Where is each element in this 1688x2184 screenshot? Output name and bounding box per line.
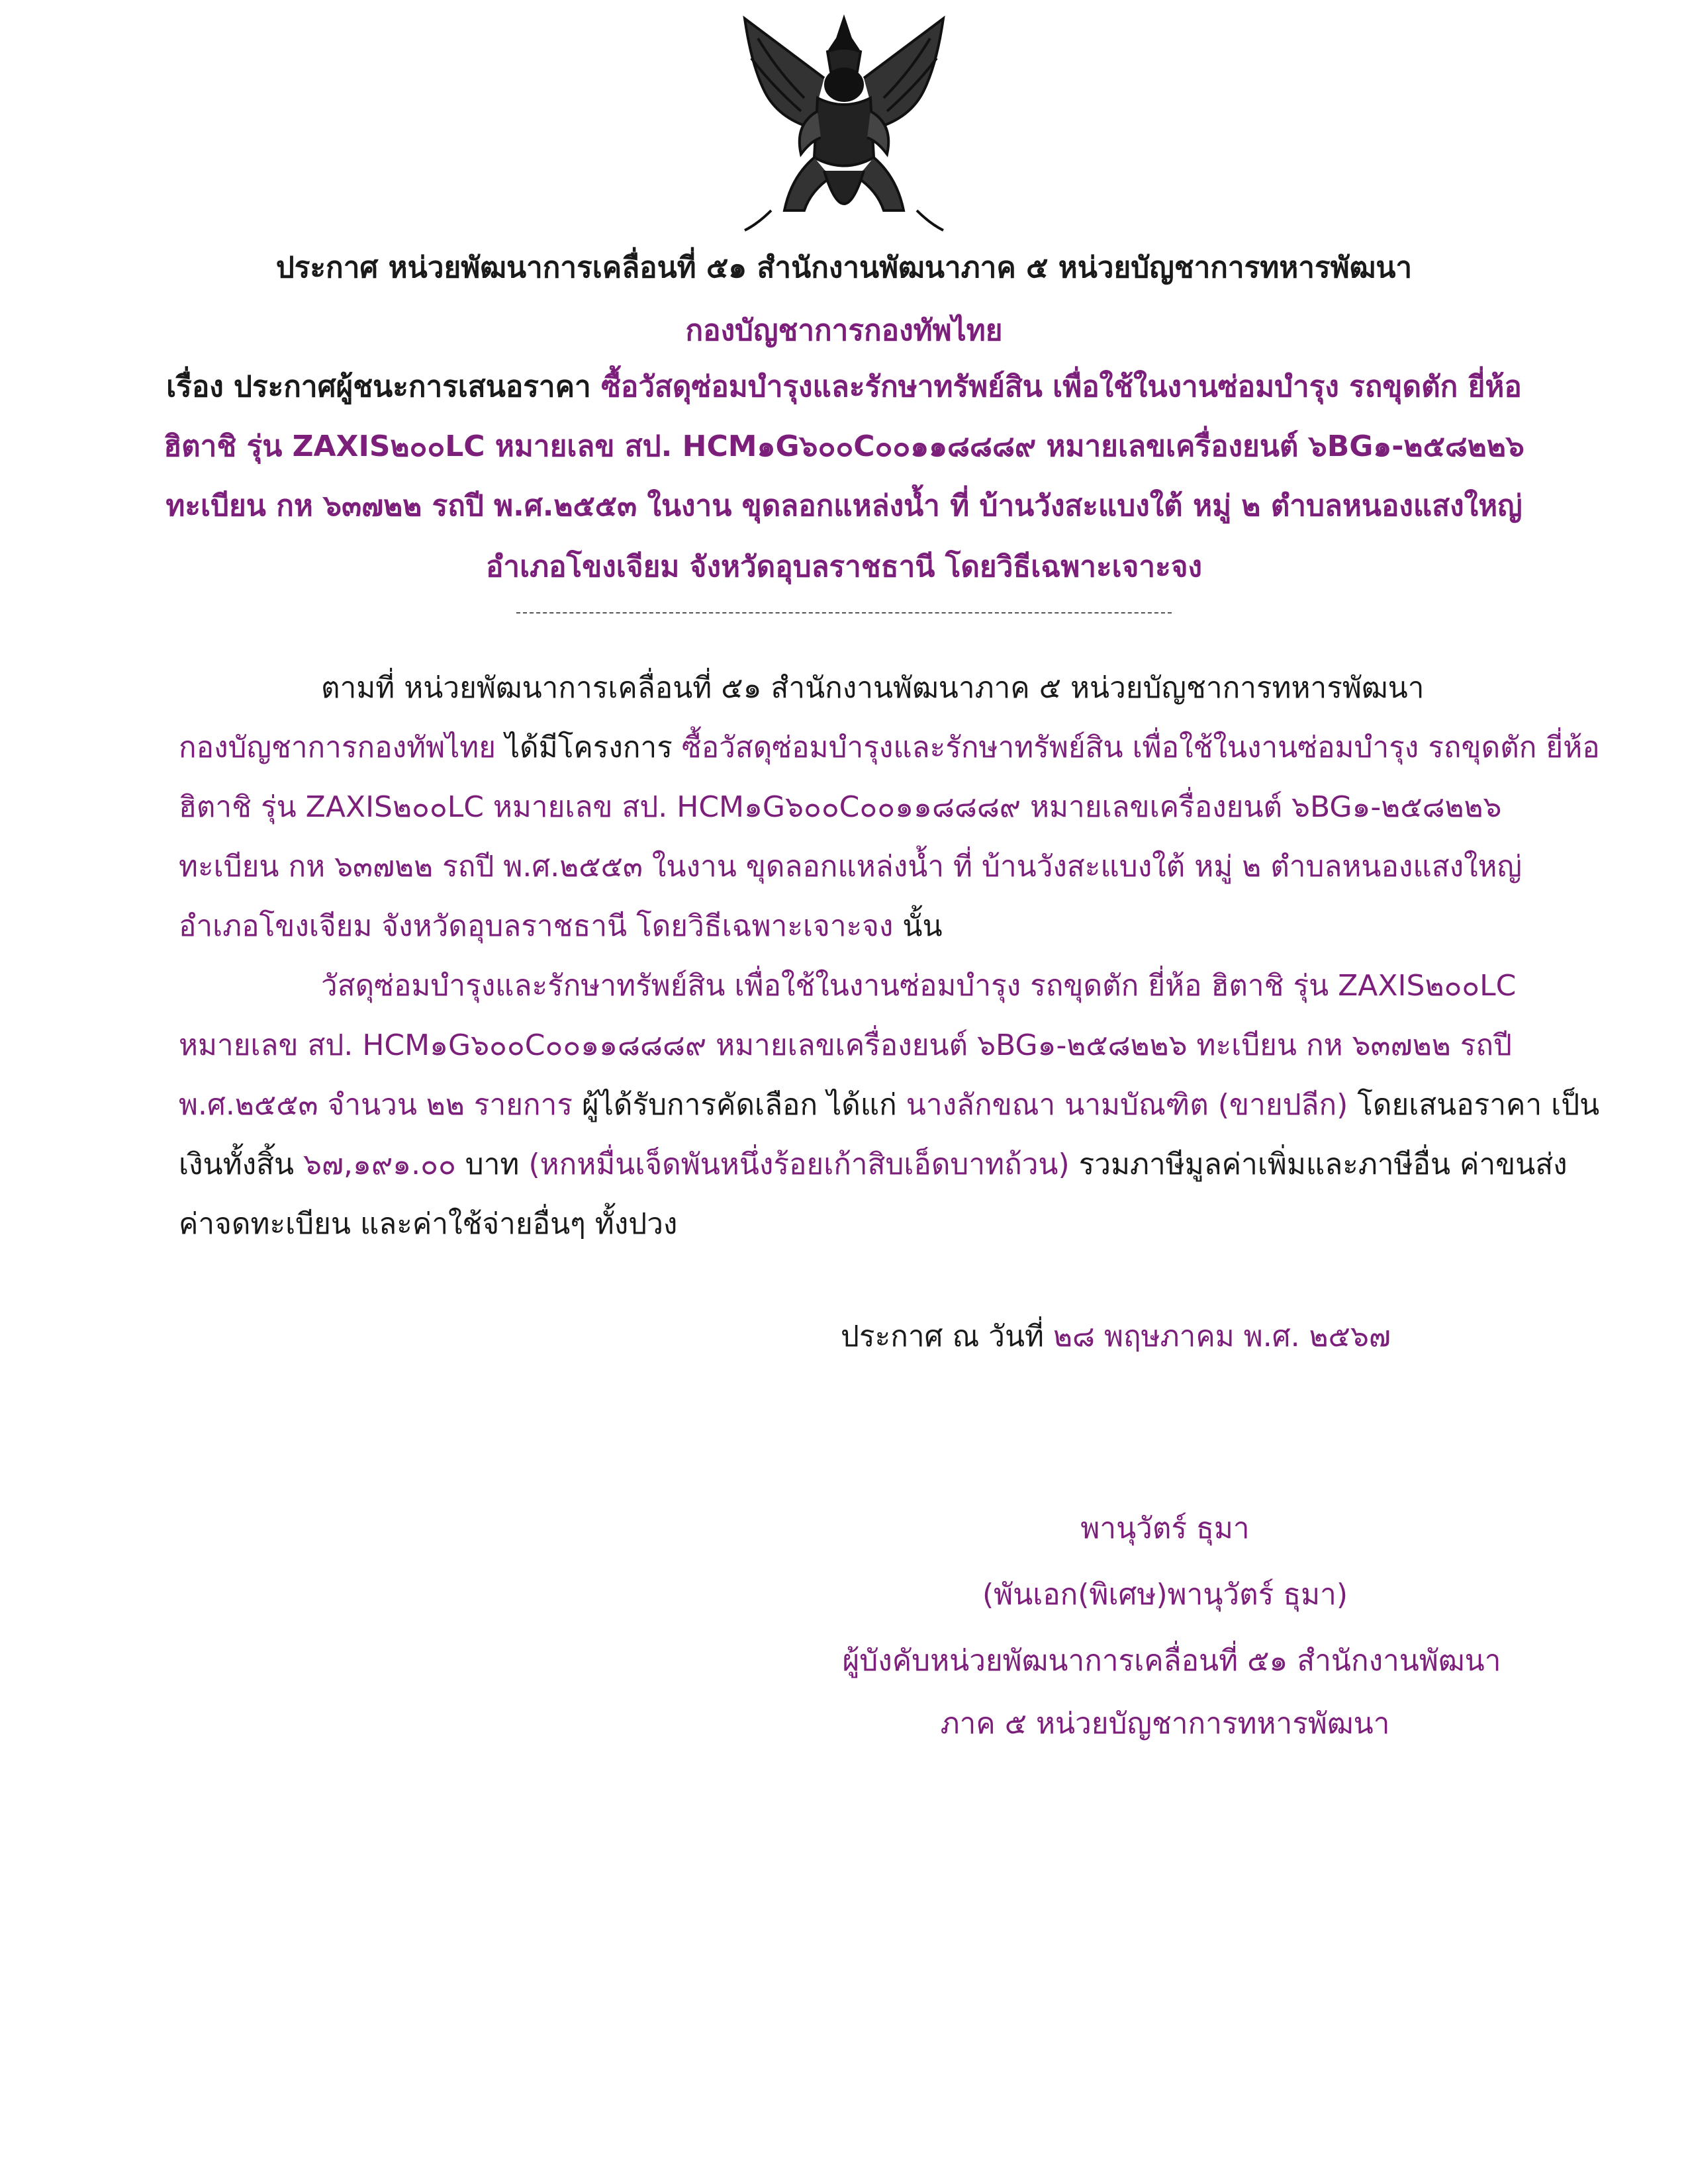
para1-project-label: ได้มีโครงการ [496,731,682,764]
para2-line-4 [179,1145,1568,1185]
subject-label: เรื่อง ประกาศผู้ชนะการเสนอราคา [166,370,591,404]
para2-line-2: หมายเลข สป. HCM๑G๖๐๐C๐๐๑๑๘๘๘๙ หมายเลขเครื่องยนต์ ๖BG๑-๒๕๘๒๒๖ ทะเบียน กห ๖๓๗๒๒ รถปี [179,1028,1512,1062]
para1-location: อำเภอโขงเจียม จังหวัดอุบลราชธานี โดยวิธีเฉพาะเจาะจง [179,909,894,943]
para1-line-4: ทะเบียน กห ๖๓๗๒๒ รถปี พ.ศ.๒๕๕๓ ในงาน ขุดลอกแหล่งน้ำ ที่ บ้านวังสะแบงใต้ หมู่ ๒ ตำบลหนองแสงใหญ่ [179,850,1523,884]
para1-project: ซื้อวัสดุซ่อมบำรุงและรักษาทรัพย์สิน เพื่อใช้ในงานซ่อมบำรุง รถขุดตัก ยี่ห้อ [681,731,1600,764]
date-label: ประกาศ ณ วันที่ [841,1320,1054,1353]
signatory-position-2: ภาค ๕ หน่วยบัญชาการทหารพัฒนา [940,1707,1390,1741]
para1-line-1: ตามที่ หน่วยพัฒนาการเคลื่อนที่ ๕๑ สำนักงานพัฒนาภาค ๕ หน่วยบัญชาการทหารพัฒนา [321,671,1425,705]
para2-tax-note: รวมภาษีมูลค่าเพิ่มและภาษีอื่น ค่าขนส่ง [1069,1148,1568,1181]
para2-year-count: พ.ศ.๒๕๕๓ จำนวน ๒๒ รายการ [179,1088,573,1122]
para1-line-2 [179,728,1600,768]
para2-amount-words: (หกหมื่นเจ็ดพันหนึ่งร้อยเก้าสิบเอ็ดบาทถ้วน) [528,1148,1070,1181]
para1-org: กองบัญชาการกองทัพไทย [179,731,496,764]
subject-line-3: ทะเบียน กห ๖๓๗๒๒ รถปี พ.ศ.๒๕๕๓ ในงาน ขุดลอกแหล่งน้ำ ที่ บ้านวังสะแบงใต้ หมู่ ๒ ตำบลหนองแสงใหญ่ [165,489,1523,523]
para2-amount: ๖๗,๑๙๑.๐๐ [303,1148,456,1181]
para2-price-label: โดยเสนอราคา เป็น [1348,1088,1600,1122]
para1-line-5 [179,907,943,946]
garuda-emblem-icon [731,12,957,244]
para2-winner: นางลักขณา นามบัณฑิต (ขายปลีก) [906,1088,1348,1122]
signature-name: พานุวัตร์ ธุมา [1080,1512,1250,1545]
announcement-date [841,1317,1391,1357]
signatory-full-name: (พันเอก(พิเศษ)พานุวัตร์ ธุมา) [982,1578,1348,1612]
para2-currency: บาท [455,1148,529,1181]
subject-line-4: อำเภอโขงเจียม จังหวัดอุบลราชธานี โดยวิธีเฉพาะเจาะจง [485,550,1203,584]
para2-total-label: เงินทั้งสิ้น [179,1148,304,1181]
para1-line-3: ฮิตาชิ รุ่น ZAXIS๒๐๐LC หมายเลข สป. HCM๑G๖๐๐C๐๐๑๑๘๘๘๙ หมายเลขเครื่องยนต์ ๖BG๑-๒๕๘๒๒๖ [179,790,1502,824]
para2-line-5: ค่าจดทะเบียน และค่าใช้จ่ายอื่นๆ ทั้งปวง [179,1207,678,1241]
subject-line-2: ฮิตาชิ รุ่น ZAXIS๒๐๐LC หมายเลข สป. HCM๑G๖๐๐C๐๐๑๑๘๘๘๙ หมายเลขเครื่องยนต์ ๖BG๑-๒๕๘๒๒๖ [164,430,1524,463]
date-value: ๒๘ พฤษภาคม พ.ศ. ๒๕๖๗ [1053,1320,1391,1353]
announcement-org: กองบัญชาการกองทัพไทย [685,314,1003,347]
para2-winner-label: ผู้ได้รับการคัดเลือก ได้แก่ [573,1088,906,1122]
announcement-title: ประกาศ หน่วยพัฒนาการเคลื่อนที่ ๕๑ สำนักงานพัฒนาภาค ๕ หน่วยบัญชาการทหารพัฒนา [275,251,1413,285]
para1-end: นั้น [893,909,943,943]
para2-line-1: วัสดุซ่อมบำรุงและรักษาทรัพย์สิน เพื่อใช้ในงานซ่อมบำรุง รถขุดตัก ยี่ห้อ ฮิตาชิ รุ่น ZAXIS๒๐๐LC [321,969,1517,1003]
subject-line-1 [152,367,1536,407]
signatory-position-1: ผู้บังคับหน่วยพัฒนาการเคลื่อนที่ ๕๑ สำนักงานพัฒนา [842,1644,1501,1678]
para2-line-3 [179,1085,1599,1125]
subject-text: ซื้อวัสดุซ่อมบำรุงและรักษาทรัพย์สิน เพื่อใช้ในงานซ่อมบำรุง รถขุดตัก ยี่ห้อ [601,370,1522,404]
separator-line [516,612,1172,614]
